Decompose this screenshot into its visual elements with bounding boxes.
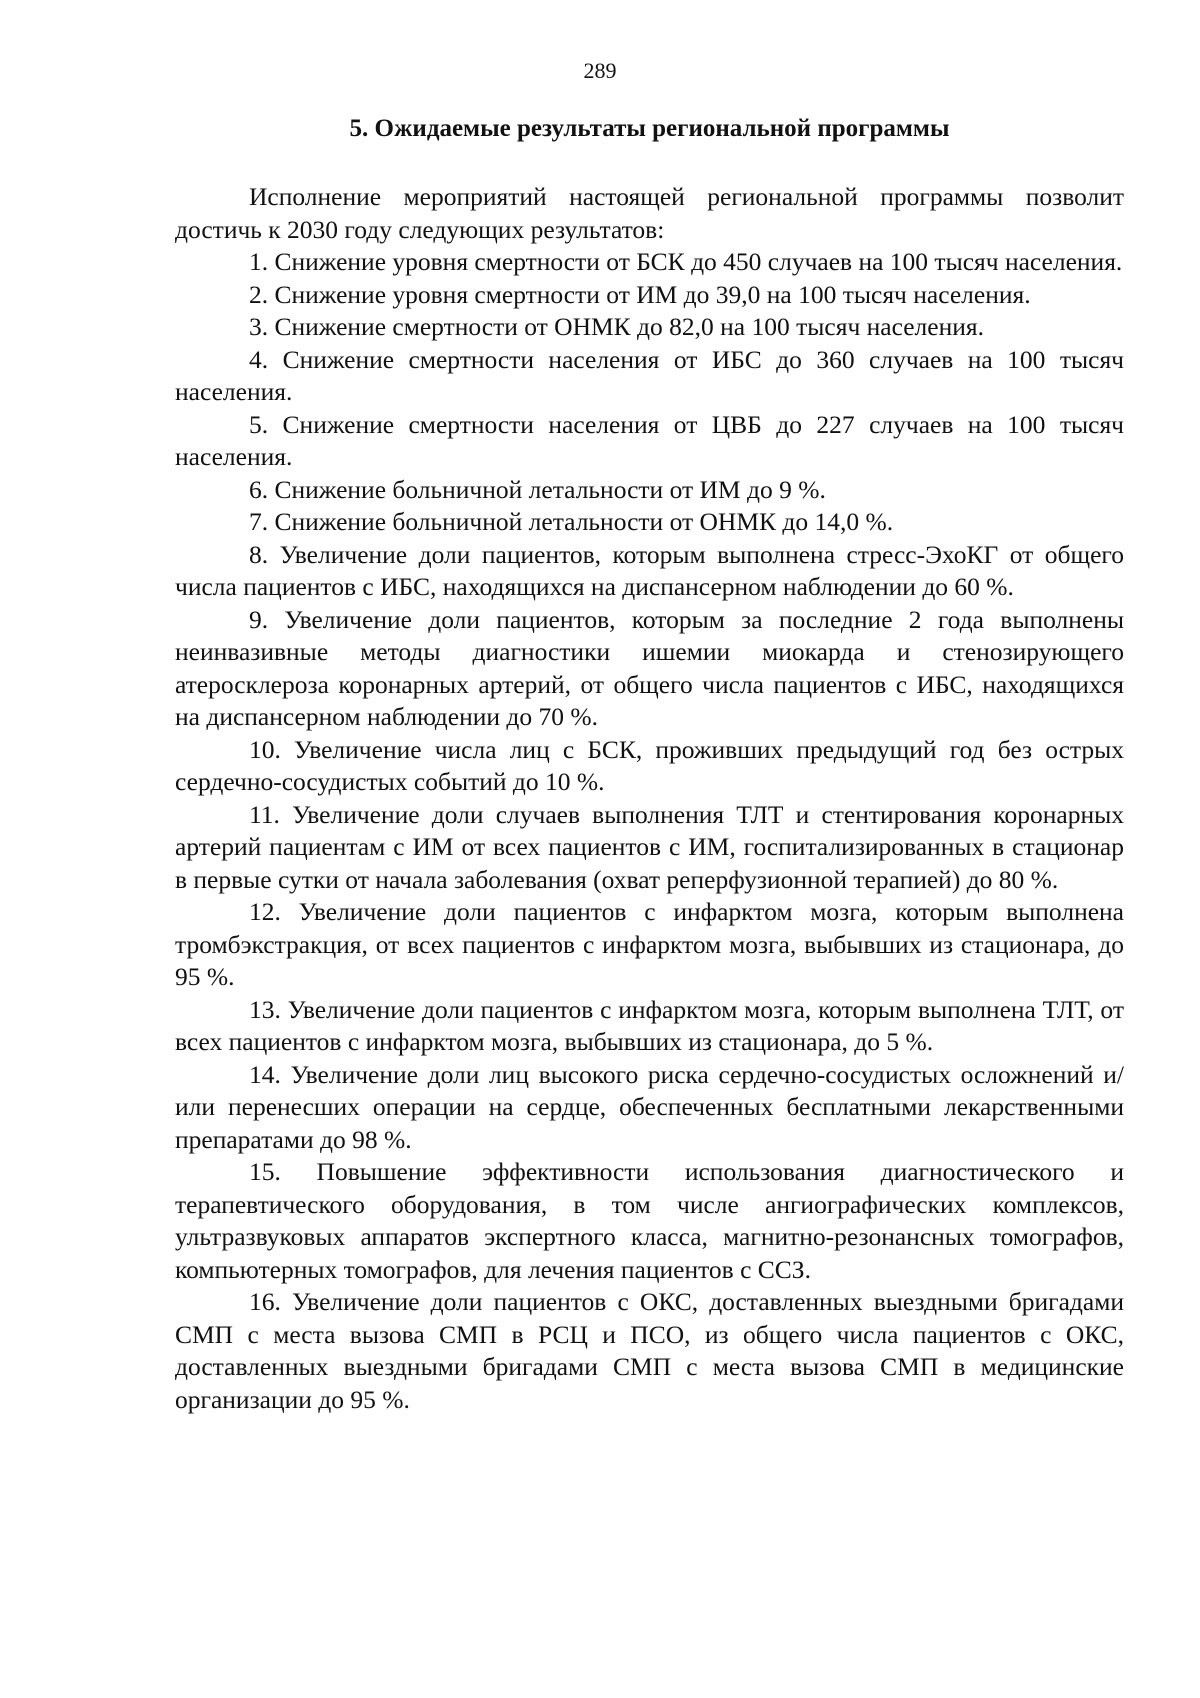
result-item-13: 13. Увеличение доли пациентов с инфарктом мозга, которым выполнена ТЛТ, от всех пациентов с инфарктом мозга, выбывших из стационара, до 5 %. [175, 994, 1124, 1056]
result-item-12: 12. Увеличение доли пациентов с инфарктом мозга, которым выполнена тромбэкстракция, от всех пациентов с инфарктом мозга, выбывших из стационара, до 95 %. [175, 897, 1124, 991]
result-item-6: 6. Снижение больничной летальности от ИМ до 9 %. [249, 474, 826, 504]
section-title: 5. Ожидаемые результаты региональной программы [349, 115, 950, 142]
result-item-7: 7. Снижение больничной летальности от ОНМК до 14,0 %. [249, 507, 894, 536]
result-item-1: 1. Снижение уровня смертности от БСК до 450 случаев на 100 тысяч населения. [249, 247, 1123, 276]
document-body [175, 181, 1124, 1416]
intro-paragraph: Исполнение мероприятий настоящей региональной программы позволит достичь к 2030 году следующих результатов: [175, 182, 1124, 244]
result-item-14: 14. Увеличение доли лиц высокого риска сердечно-сосудистых осложнений и/или перенесших операции на сердце, обеспеченных бесплатными лекарственными препаратами до 98 %. [175, 1059, 1124, 1154]
result-item-5: 5. Снижение смертности населения от ЦВБ до 227 случаев на 100 тысяч населения. [175, 409, 1124, 471]
result-item-16: 16. Увеличение доли пациентов с ОКС, доставленных выездными бригадами СМП с места вызова СМП в РСЦ и ПСО, из общего числа пациентов с ОКС, доставленных выездными бригадами СМП с места вызова СМП в медицинские организации до 95 %. [175, 1287, 1124, 1414]
result-item-15: 15. Повышение эффективности использования диагностического и терапевтического оборудования, в том числе ангиографических комплексов, ультразвуковых аппаратов экспертного класса, магнитно-резонансных томографов, компьютерных томографов, для лечения пациентов с ССЗ. [175, 1157, 1124, 1284]
result-item-10: 10. Увеличение числа лиц с БСК, проживших предыдущий год без острых сердечно-сосудистых событий до 10 %. [175, 734, 1124, 796]
page-number: 289 [583, 58, 617, 83]
result-item-3: 3. Снижение смертности от ОНМК до 82,0 на 100 тысяч населения. [249, 312, 984, 341]
result-item-11: 11. Увеличение доли случаев выполнения ТЛТ и стентирования коронарных артерий пациентам с ИМ от всех пациентов с ИМ, госпитализированных в стационар в первые сутки от начала заболевания (охват реперфузионной терапией) до 80 %. [175, 799, 1124, 894]
result-item-2: 2. Снижение уровня смертности от ИМ до 39,0 на 100 тысяч населения. [249, 279, 1031, 309]
result-item-8: 8. Увеличение доли пациентов, которым выполнена стресс-ЭхоКГ от общего числа пациентов с ИБС, находящихся на диспансерном наблюдении до 60 %. [175, 539, 1124, 601]
result-item-4: 4. Снижение смертности населения от ИБС до 360 случаев на 100 тысяч населения. [175, 344, 1124, 406]
result-item-9: 9. Увеличение доли пациентов, которым за последние 2 года выполнены неинвазивные методы диагностики ишемии миокарда и стенозирующего атеросклероза коронарных артерий, от общего числа пациентов с ИБС, находящихся на диспансерном наблюдении до 70 %. [175, 604, 1124, 731]
